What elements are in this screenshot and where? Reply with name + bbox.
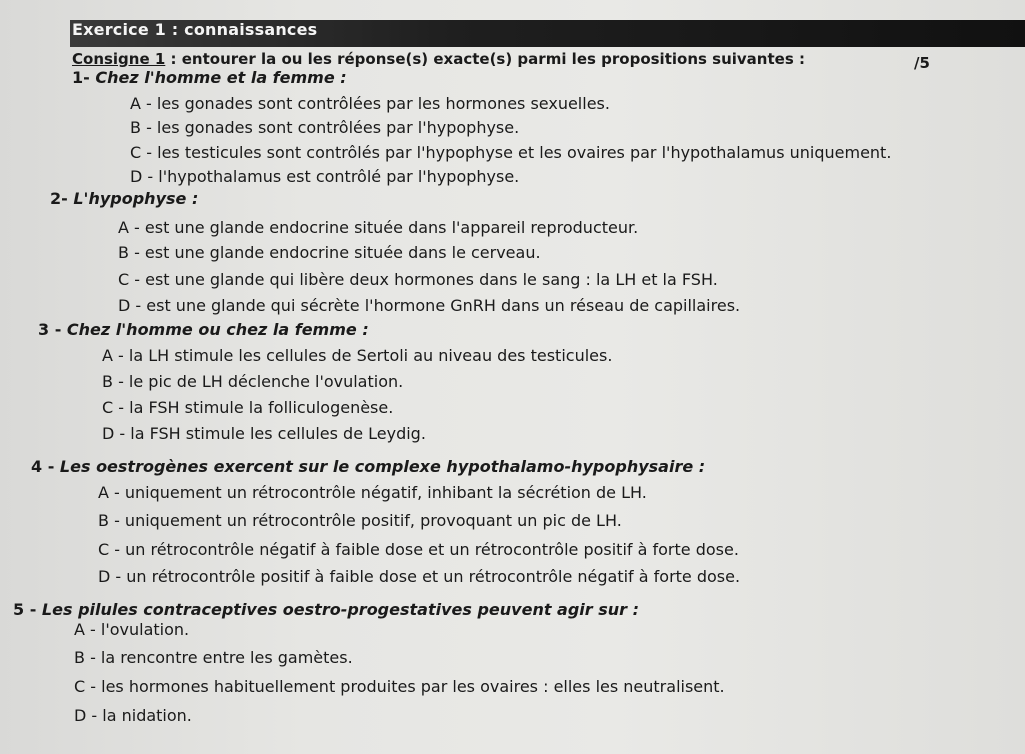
option-4d[interactable]: D - un rétrocontrôle positif à faible dose et un rétrocontrôle négatif à forte dose. [98, 567, 741, 586]
option-3b[interactable]: B - le pic de LH déclenche l'ovulation. [102, 372, 404, 391]
option-1d[interactable]: D - l'hypothalamus est contrôlé par l'hypophyse. [130, 167, 520, 186]
question-2 [50, 189, 198, 208]
question-text: Chez l'homme ou chez la femme : [66, 320, 369, 339]
option-2a[interactable]: A - est une glande endocrine située dans l'appareil reproducteur. [118, 218, 639, 237]
instruction-label: Consigne 1 [72, 50, 166, 68]
option-3c[interactable]: C - la FSH stimule la folliculogenèse. [102, 398, 394, 417]
question-3 [38, 320, 369, 339]
option-1a[interactable]: A - les gonades sont contrôlées par les hormones sexuelles. [130, 94, 610, 113]
instruction-text: : entourer la ou les réponse(s) exacte(s) parmi les propositions suivantes : [165, 50, 805, 68]
question-text: Les pilules contraceptives oestro-progestatives peuvent agir sur : [41, 600, 640, 619]
option-4c[interactable]: C - un rétrocontrôle négatif à faible dose et un rétrocontrôle positif à forte dose. [98, 540, 739, 559]
question-number: 2- [50, 189, 68, 208]
option-5a[interactable]: A - l'ovulation. [74, 620, 190, 639]
question-text: L'hypophyse : [73, 189, 199, 208]
option-5c[interactable]: C - les hormones habituellement produites par les ovaires : elles les neutralisent. [74, 677, 725, 696]
option-2b[interactable]: B - est une glande endocrine située dans le cerveau. [118, 243, 541, 262]
question-5 [13, 600, 639, 619]
score: /5 [914, 54, 930, 72]
option-3d[interactable]: D - la FSH stimule les cellules de Leydig. [102, 424, 426, 443]
option-5d[interactable]: D - la nidation. [74, 706, 192, 725]
question-number: 3 - [38, 320, 62, 339]
question-1 [72, 68, 347, 87]
question-number: 5 - [13, 600, 37, 619]
option-4a[interactable]: A - uniquement un rétrocontrôle négatif, inhibant la sécrétion de LH. [98, 483, 647, 502]
instruction [72, 50, 805, 68]
question-number: 1- [72, 68, 90, 87]
question-number: 4 - [31, 457, 55, 476]
option-5b[interactable]: B - la rencontre entre les gamètes. [74, 648, 353, 667]
question-4 [31, 457, 705, 476]
question-text: Chez l'homme et la femme : [95, 68, 347, 87]
option-2c[interactable]: C - est une glande qui libère deux hormones dans le sang : la LH et la FSH. [118, 270, 718, 289]
option-2d[interactable]: D - est une glande qui sécrète l'hormone GnRH dans un réseau de capillaires. [118, 296, 741, 315]
option-4b[interactable]: B - uniquement un rétrocontrôle positif, provoquant un pic de LH. [98, 511, 622, 530]
question-text: Les oestrogènes exercent sur le complexe hypothalamo-hypophysaire : [59, 457, 706, 476]
option-1c[interactable]: C - les testicules sont contrôlés par l'hypophyse et les ovaires par l'hypothalamus uniquement. [130, 143, 892, 162]
exercise-title: Exercice 1 : connaissances [72, 20, 318, 39]
option-3a[interactable]: A - la LH stimule les cellules de Sertoli au niveau des testicules. [102, 346, 613, 365]
option-1b[interactable]: B - les gonades sont contrôlées par l'hypophyse. [130, 118, 520, 137]
